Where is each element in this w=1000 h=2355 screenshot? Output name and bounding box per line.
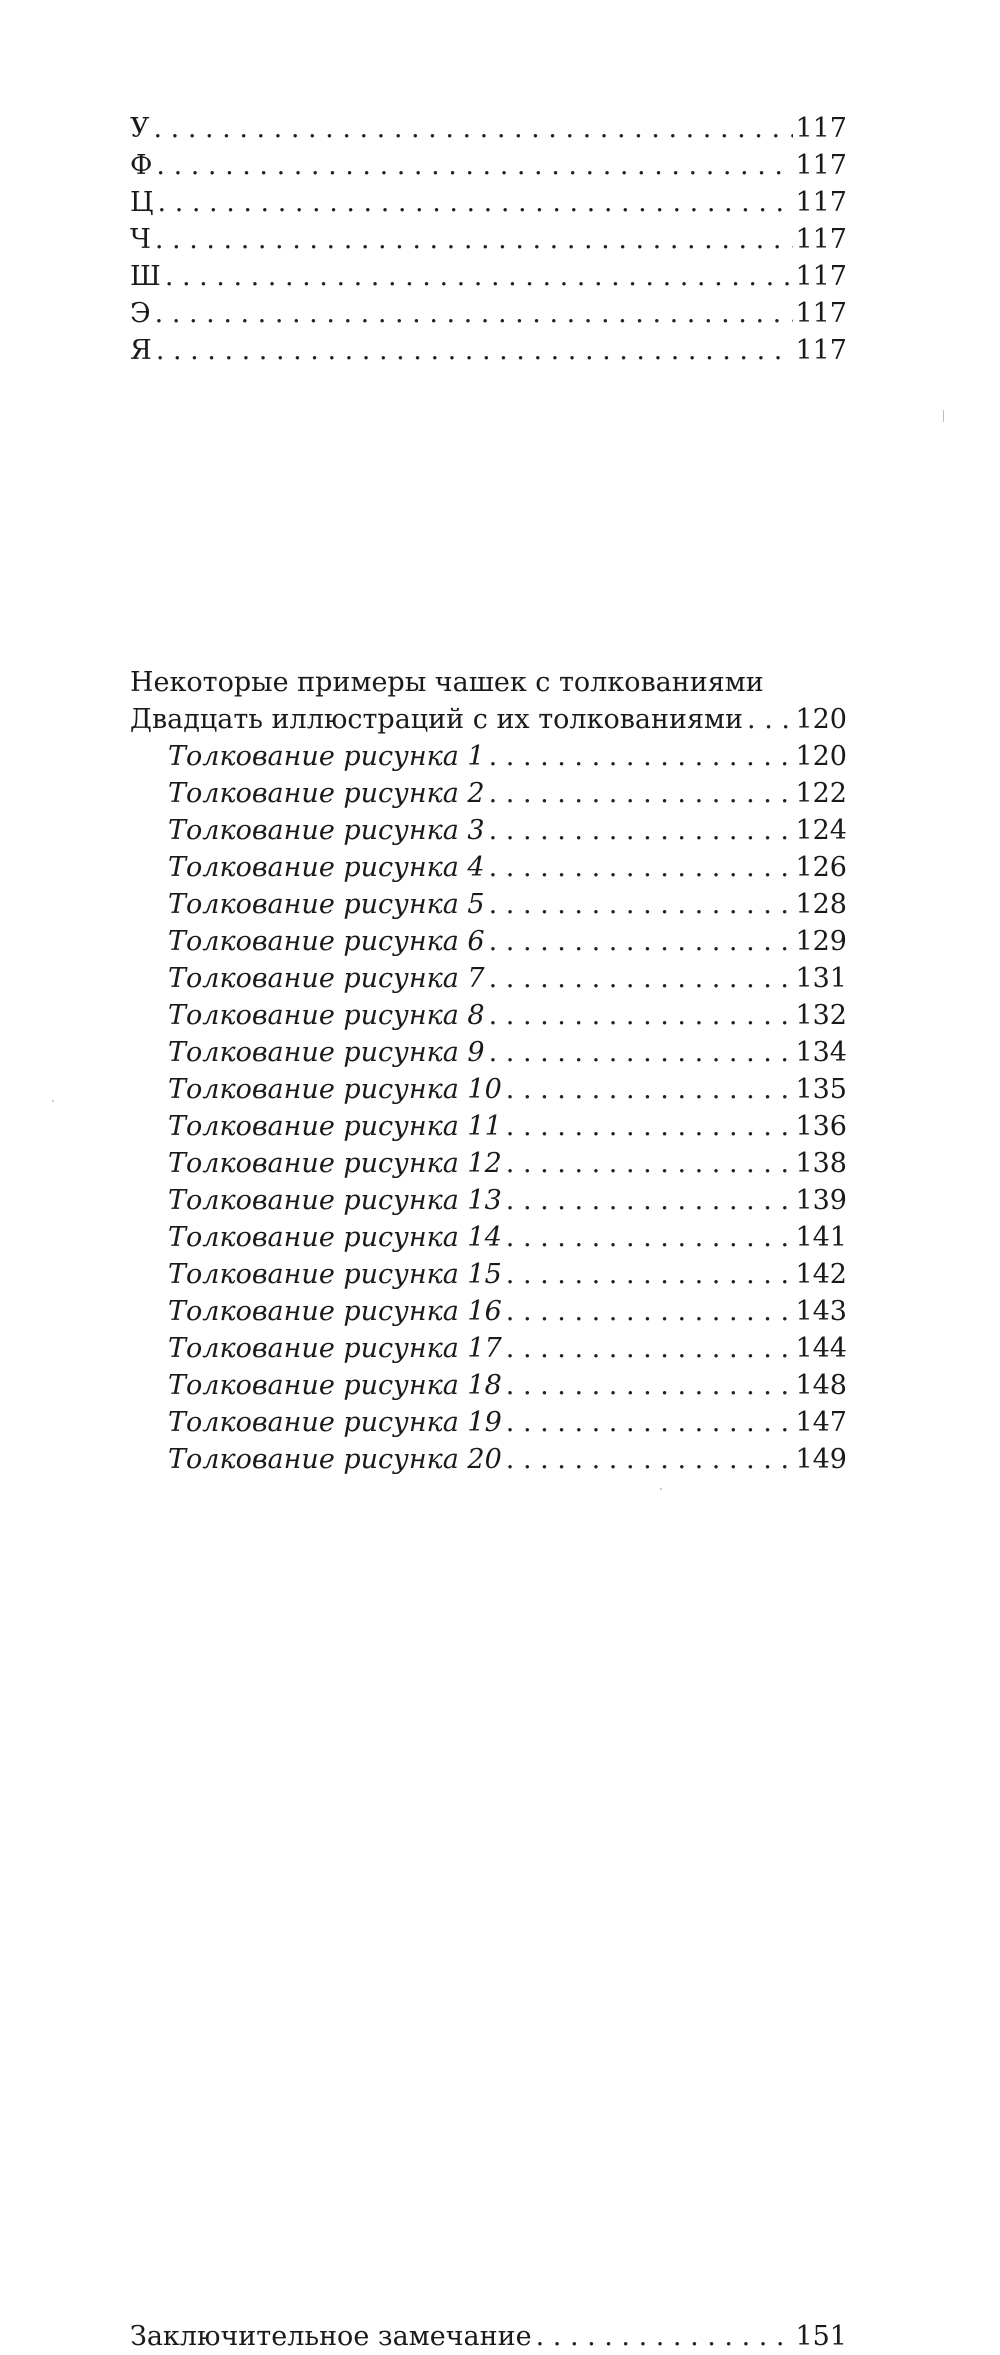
dot-leader: [165, 258, 794, 295]
toc-subentry[interactable]: [130, 1441, 847, 1478]
toc-entry-label: Толкование рисунка 11: [168, 1111, 502, 1142]
dot-leader: [747, 701, 793, 738]
toc-subentry[interactable]: [130, 1182, 847, 1219]
dot-leader: [156, 332, 794, 369]
toc-subentry[interactable]: [130, 1367, 847, 1404]
toc-subentry[interactable]: [130, 1256, 847, 1293]
toc-entry-page: 126: [795, 852, 847, 883]
toc-subentry[interactable]: [130, 1330, 847, 1367]
toc-subentry[interactable]: [130, 1145, 847, 1182]
dot-leader: [489, 960, 794, 997]
toc-subentry[interactable]: [130, 1071, 847, 1108]
dot-leader: [506, 1293, 794, 1330]
toc-subentry[interactable]: [130, 1034, 847, 1071]
toc-entry-closing[interactable]: [130, 2318, 847, 2355]
dot-leader: [155, 295, 794, 332]
toc-subentry[interactable]: [130, 886, 847, 923]
toc-entry-label: Толкование рисунка 4: [168, 852, 485, 883]
examples-section: [130, 664, 847, 1478]
toc-entry-page: 147: [795, 1407, 847, 1438]
toc-entry-label: Двадцать иллюстраций с их толкованиями: [130, 704, 744, 735]
toc-entry-label: Толкование рисунка 7: [168, 963, 485, 994]
toc-entry-page: 139: [795, 1185, 847, 1216]
toc-entry-page: 120: [795, 704, 847, 735]
toc-entry-page: 117: [795, 335, 847, 366]
toc-entry-letter-f[interactable]: [130, 147, 847, 184]
toc-entry-label: Толкование рисунка 5: [168, 889, 485, 920]
scan-speck: [660, 1488, 662, 1490]
dot-leader: [489, 738, 794, 775]
toc-entry-page: 141: [795, 1222, 847, 1253]
dot-leader: [489, 812, 794, 849]
toc-entry-label: Толкование рисунка 17: [168, 1333, 502, 1364]
toc-entry-page: 138: [795, 1148, 847, 1179]
section-heading: Некоторые примеры чашек с толкованиями: [130, 667, 764, 698]
toc-entry-page: 124: [795, 815, 847, 846]
toc-entry-page: 134: [795, 1037, 847, 1068]
toc-subentry[interactable]: [130, 812, 847, 849]
toc-entry-page: 129: [795, 926, 847, 957]
toc-entry-label: Толкование рисунка 3: [168, 815, 485, 846]
toc-subentry[interactable]: [130, 923, 847, 960]
toc-entry-letter-u[interactable]: [130, 110, 847, 147]
toc-entry-page: 122: [795, 778, 847, 809]
dot-leader: [506, 1330, 794, 1367]
toc-entry-letter-ch[interactable]: [130, 221, 847, 258]
dot-leader: [154, 110, 794, 147]
toc-entry-page: 148: [795, 1370, 847, 1401]
dot-leader: [489, 886, 794, 923]
toc-entry-letter-e[interactable]: [130, 295, 847, 332]
dot-leader: [489, 997, 794, 1034]
dot-leader: [506, 1145, 794, 1182]
dot-leader: [489, 1034, 794, 1071]
toc-subentry[interactable]: [130, 997, 847, 1034]
dot-leader: [155, 221, 794, 258]
toc-entry-page: 117: [795, 224, 847, 255]
toc-entry-label: Толкование рисунка 1: [168, 741, 485, 772]
dot-leader: [506, 1256, 794, 1293]
toc-entry-page: 135: [795, 1074, 847, 1105]
closing-section: [130, 2318, 847, 2355]
toc-entry-page: 128: [795, 889, 847, 920]
toc-entry-page: 117: [795, 150, 847, 181]
dot-leader: [506, 1071, 794, 1108]
toc-entry-label: Э: [130, 298, 151, 329]
letters-index: [130, 110, 847, 369]
toc-entry-letter-ya[interactable]: [130, 332, 847, 369]
dot-leader: [489, 849, 794, 886]
toc-entry-page: 131: [795, 963, 847, 994]
toc-entry-page: 132: [795, 1000, 847, 1031]
toc-entry-label: Толкование рисунка 14: [168, 1222, 502, 1253]
toc-entry-label: Толкование рисунка 20: [168, 1444, 502, 1475]
toc-entry-label: Толкование рисунка 6: [168, 926, 485, 957]
toc-entry-page: 136: [795, 1111, 847, 1142]
toc-entry-label: Толкование рисунка 19: [168, 1407, 502, 1438]
dot-leader: [536, 2318, 794, 2355]
toc-entry-label: Толкование рисунка 18: [168, 1370, 502, 1401]
scan-speck: [52, 1100, 54, 1102]
toc-entry-label: Ц: [130, 187, 154, 218]
toc-entry-letter-sh[interactable]: [130, 258, 847, 295]
dot-leader: [489, 923, 794, 960]
toc-entry-label: Ч: [130, 224, 151, 255]
toc-entry-label: Толкование рисунка 12: [168, 1148, 502, 1179]
toc-entry-label: Толкование рисунка 8: [168, 1000, 485, 1031]
toc-subentry[interactable]: [130, 1293, 847, 1330]
dot-leader: [506, 1367, 794, 1404]
toc-subentry[interactable]: [130, 1404, 847, 1441]
toc-entry-label: Толкование рисунка 2: [168, 778, 485, 809]
dot-leader: [506, 1404, 794, 1441]
toc-entry-label: Я: [130, 335, 152, 366]
toc-entry-page: 117: [795, 298, 847, 329]
dot-leader: [506, 1219, 794, 1256]
dot-leader: [506, 1441, 794, 1478]
toc-entry-letter-ts[interactable]: [130, 184, 847, 221]
toc-subentry[interactable]: [130, 960, 847, 997]
toc-entry-illustrations[interactable]: [130, 701, 847, 738]
dot-leader: [156, 147, 793, 184]
toc-entry-page: 120: [795, 741, 847, 772]
toc-entry-label: У: [130, 113, 150, 144]
scan-speck: [943, 410, 944, 422]
dot-leader: [506, 1182, 794, 1219]
dot-leader: [158, 184, 794, 221]
dot-leader: [489, 775, 794, 812]
toc-subentry[interactable]: [130, 775, 847, 812]
toc-subentry[interactable]: [130, 849, 847, 886]
toc-entry-label: Толкование рисунка 16: [168, 1296, 502, 1327]
toc-subentry[interactable]: [130, 738, 847, 775]
toc-entry-label: Толкование рисунка 13: [168, 1185, 502, 1216]
toc-entry-label: Ш: [130, 261, 161, 292]
toc-entry-label: Ф: [130, 150, 153, 181]
toc-entry-page: 117: [795, 261, 847, 292]
toc-entry-page: 117: [795, 113, 847, 144]
toc-entry-page: 117: [795, 187, 847, 218]
toc-entry-page: 151: [795, 2321, 847, 2352]
toc-subentry[interactable]: [130, 1219, 847, 1256]
dot-leader: [506, 1108, 794, 1145]
toc-entry-label: Толкование рисунка 10: [168, 1074, 502, 1105]
toc-entry-page: 142: [795, 1259, 847, 1290]
toc-entry-page: 149: [795, 1444, 847, 1475]
toc-entry-label: Толкование рисунка 15: [168, 1259, 502, 1290]
toc-entry-page: 144: [795, 1333, 847, 1364]
toc-subentry[interactable]: [130, 1108, 847, 1145]
toc-entry-page: 143: [795, 1296, 847, 1327]
toc-entry-label: Толкование рисунка 9: [168, 1037, 485, 1068]
toc-entry-label: Заключительное замечание: [130, 2321, 532, 2352]
